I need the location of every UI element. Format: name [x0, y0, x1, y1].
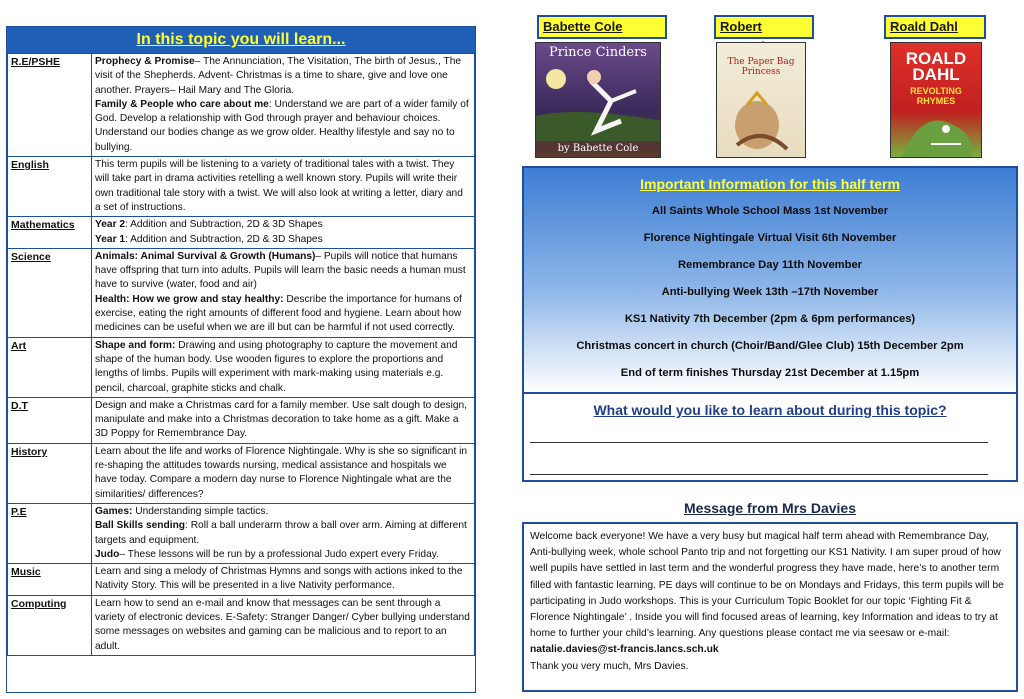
info-item: Anti-bullying Week 13th –17th November	[661, 286, 879, 298]
paragraph-heading: Family & People who care about me	[95, 98, 269, 110]
answer-line[interactable]	[530, 474, 988, 475]
description-paragraph	[95, 339, 471, 396]
description-paragraph	[95, 519, 471, 548]
table-row	[8, 157, 475, 217]
description-paragraph	[95, 250, 471, 293]
subject-description	[92, 595, 475, 655]
info-item: KS1 Nativity 7th December (2pm & 6pm performances)	[624, 313, 916, 325]
subject-label: History	[8, 443, 92, 503]
paragraph-text: – These lessons will be run by a professional Judo expert every Friday.	[119, 548, 439, 560]
table-row	[8, 337, 475, 397]
message-title: Message from Mrs Davies	[684, 500, 856, 516]
paragraph-text: Design and make a Christmas card for a family member. Use salt dough to design, manipulate and make into a Christmas decoration to take home as a gift. Make a 3D Poppy for Remembrance Day.	[95, 399, 468, 440]
subject-description	[92, 54, 475, 157]
paragraph-text: Drawing and using photography to capture the movement and shape of the human body. Use wooden figures to explore the proportions and lengths of limbs. Pupils will experiment with mark-making using materials e.g. pencil, charcoal, graphite sticks and chalk.	[95, 339, 458, 394]
paragraph-text: Learn about the life and works of Florence Nightingale. Why is she so significant in re-shaping the attitudes towards nursing, medical assistance and hospitals we have today. Compare a modern day nurse to Florence Nightingale what are the similarities/ differences?	[95, 445, 468, 500]
subject-label: Science	[8, 248, 92, 337]
description-paragraph	[95, 445, 471, 502]
paragraph-text: : Addition and Subtraction, 2D & 3D Shapes	[125, 233, 323, 245]
book-cover-revolting-rhymes	[890, 42, 982, 158]
description-paragraph	[95, 548, 471, 562]
paragraph-heading: Year 2	[95, 219, 126, 231]
author-label-robert-munsch: Robert	[714, 15, 814, 39]
description-paragraph	[95, 597, 471, 654]
description-paragraph	[95, 218, 471, 232]
book-title: ROALD DAHL	[905, 49, 967, 84]
book-byline: by Babette Cole	[557, 143, 639, 154]
book-title: The Paper Bag Princess	[727, 57, 795, 77]
paragraph-text: – Pupils will notice that humans have offspring that turn into adults. Pupils will learn the basic needs a human must have to survive (water, food and air)	[95, 250, 466, 291]
description-paragraph	[95, 505, 471, 519]
description-paragraph	[95, 55, 471, 98]
paragraph-text: – The Annunciation, The Visitation, The birth of Jesus., The visit of the Shepherds. Advent- Christmas is a time to share, give and love one another. Prayers– Hail Mary and The Gloria.	[95, 56, 462, 96]
paragraph-heading: Ball Skills sending	[95, 520, 186, 532]
message-email: natalie.davies@st-francis.lancs.sch.uk	[530, 644, 719, 656]
info-item: End of term finishes Thursday 21st December at 1.15pm	[620, 367, 920, 379]
subject-label: Music	[8, 564, 92, 596]
info-list	[524, 198, 1016, 387]
info-item: All Saints Whole School Mass 1st November	[651, 205, 889, 217]
question-title: What would you like to learn about during this topic?	[593, 402, 947, 418]
subject-label: Mathematics	[8, 217, 92, 249]
table-row	[8, 595, 475, 655]
description-paragraph	[95, 565, 471, 594]
table-row	[8, 397, 475, 443]
book-cover-paper-bag-princess	[716, 42, 806, 158]
subject-description	[92, 217, 475, 249]
paragraph-text: Describe the importance for humans of exercise, eating the right amounts of different food and hygiene. Learn about how medicines can be useful when we are ill but can be harmful if not used correctly.	[95, 293, 462, 334]
paragraph-text: : Addition and Subtraction, 2D & 3D Shapes	[125, 219, 323, 231]
subject-label: Art	[8, 337, 92, 397]
subject-label: R.E/PSHE	[8, 54, 92, 157]
subject-description	[92, 157, 475, 217]
table-row	[8, 54, 475, 157]
info-title: Important Information for this half term	[640, 176, 900, 192]
subject-description	[92, 564, 475, 596]
message-body: Welcome back everyone! We have a very busy but magical half term ahead with Remembrance Day, Anti-bullying week, whole school Panto trip and not forgetting our KS1 Nativity. I am super proud of how well pupils have settled in last term and the wonderful progress they have made, here’s to another term filled with fantastic learning. PE days will continue to be on Mondays and Fridays, this term pupils will be participating in Judo workshops. This is your Curriculum Topic Booklet for our topic ‘Fighting Fit & Florence Nightingale’ . Inside you will find focused areas of learning, key Information and ideas to try at home to further your child’s learning. Any questions please contact me via seesaw or e-mail:	[530, 531, 1004, 640]
paragraph-heading: Prophecy & Promise	[95, 56, 195, 67]
description-paragraph	[95, 293, 471, 336]
message-signoff: Thank you very much, Mrs Davies.	[530, 660, 689, 672]
curriculum-table-panel	[6, 26, 476, 693]
info-item: Christmas concert in church (Choir/Band/Glee Club) 15th December 2pm	[576, 340, 964, 352]
book-illustration	[717, 85, 806, 155]
table-row	[8, 248, 475, 337]
book-title: Prince Cinders	[549, 45, 647, 60]
description-paragraph	[95, 98, 471, 155]
book-illustration	[891, 99, 982, 158]
table-row	[8, 443, 475, 503]
description-paragraph	[95, 158, 471, 215]
important-info-panel	[522, 166, 1018, 394]
paragraph-heading: Year 1	[95, 233, 126, 245]
paragraph-heading: Shape and form:	[95, 339, 176, 351]
paragraph-text: Understanding simple tactics.	[132, 505, 269, 517]
paragraph-text: This term pupils will be listening to a variety of traditional tales with a twist. They will take part in drama activities retelling a well known story. Pupils will write their own traditional tale story with a twist. We will also look at writing a letter, diary and a set of instructions.	[95, 159, 463, 213]
subject-label: Computing	[8, 595, 92, 655]
paragraph-heading: Animals: Animal Survival & Growth (Humans)	[95, 250, 316, 262]
info-item: Remembrance Day 11th November	[677, 259, 863, 271]
paragraph-heading: Health: How we grow and stay healthy:	[95, 293, 284, 305]
question-panel	[522, 394, 1018, 482]
paragraph-heading: Games:	[95, 505, 133, 517]
subject-description	[92, 443, 475, 503]
paragraph-text: Learn how to send an e-mail and know that messages can be sent through a variety of electronic devices. E-Safety: Stranger Danger/ Cyber bullying understand some messages on websites and gaming can be malicious and to report to an adult.	[95, 597, 470, 652]
curriculum-table	[7, 53, 475, 656]
subject-label: D.T	[8, 397, 92, 443]
paragraph-text: : Understand we are part of a wider family of God. Develop a relationship with God through prayer and behaviour choices. Understand our bodies change as we grow older. Healthy lifestyle and say no to bullying.	[95, 98, 469, 153]
table-title: In this topic you will learn...	[7, 27, 475, 53]
table-row	[8, 564, 475, 596]
table-row	[8, 503, 475, 563]
paragraph-text: : Roll a ball underarm throw a ball over arm. Aiming at different targets and equipment.	[95, 520, 467, 546]
author-label-roald-dahl: Roald Dahl	[884, 15, 986, 39]
author-label-babette-cole: Babette Cole	[537, 15, 667, 39]
info-item: Florence Nightingale Virtual Visit 6th November	[643, 232, 897, 244]
table-row	[8, 217, 475, 249]
book-illustration	[536, 61, 661, 141]
paragraph-heading: Judo	[95, 548, 120, 560]
description-paragraph	[95, 399, 471, 442]
subject-description	[92, 503, 475, 563]
subject-description	[92, 337, 475, 397]
answer-line[interactable]	[530, 442, 988, 443]
description-paragraph	[95, 233, 471, 247]
subject-label: English	[8, 157, 92, 217]
subject-description	[92, 248, 475, 337]
paragraph-text: Learn and sing a melody of Christmas Hymns and songs with actions inked to the Nativity Story. This will be presented in a live Nativity performance.	[95, 566, 463, 592]
book-cover-prince-cinders	[535, 42, 661, 158]
subject-label: P.E	[8, 503, 92, 563]
subject-description	[92, 397, 475, 443]
message-box	[522, 522, 1018, 692]
book-subtitle: REVOLTING RHYMES	[910, 86, 962, 106]
